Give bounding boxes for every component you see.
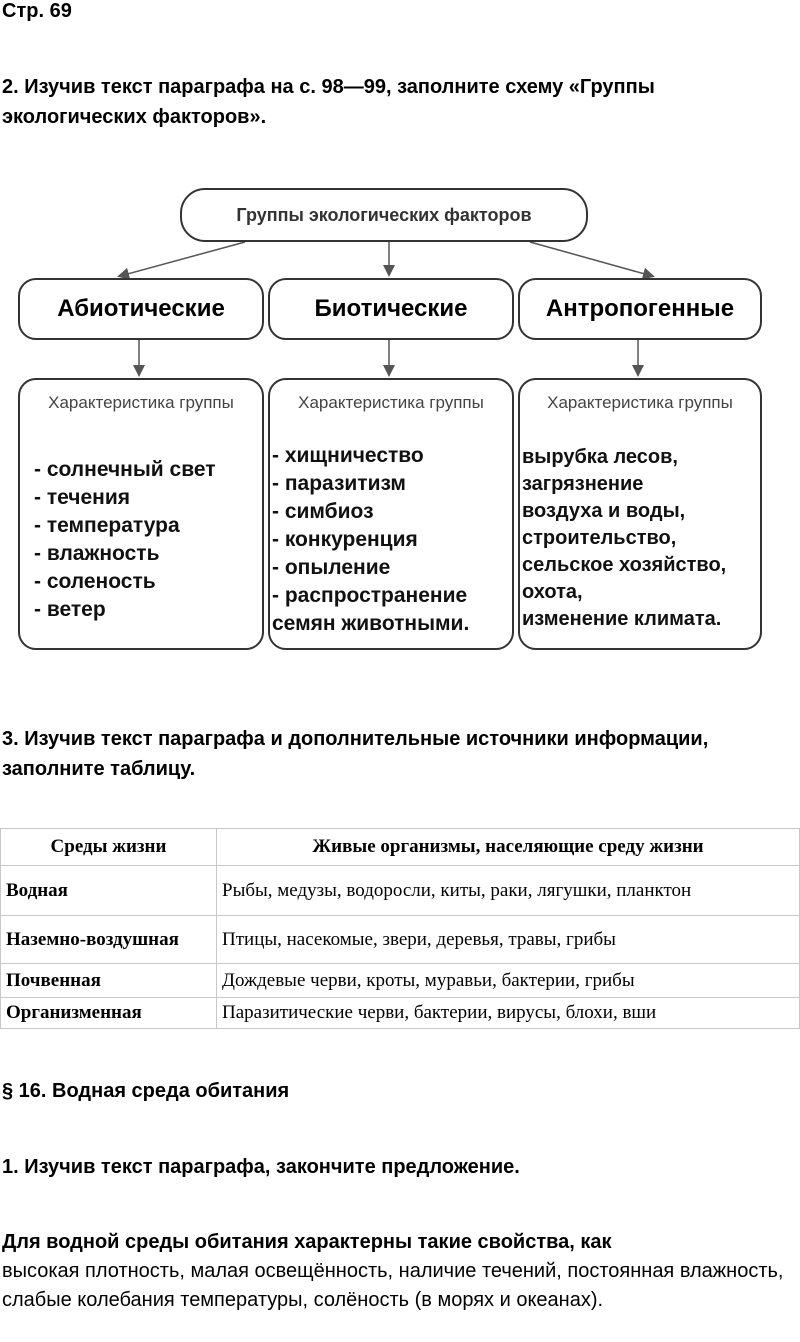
table-row [1, 964, 800, 998]
table-header-cell: Среды жизни [1, 829, 217, 866]
table-cell-organisms: Птицы, насекомые, звери, деревья, травы, грибы [217, 916, 800, 964]
group-box-biotic [268, 278, 514, 340]
char-label-biotic: Характеристика группы [298, 393, 484, 412]
list-item: воздуха и воды, [522, 500, 686, 522]
group-title-abiotic: Абиотические [57, 295, 225, 322]
answer-paragraph [2, 1228, 797, 1315]
group-title-biotic: Биотические [314, 295, 468, 322]
table-row [1, 916, 800, 964]
list-item: семян животными. [272, 612, 470, 635]
list-item: - температура [34, 514, 180, 537]
table-row [1, 998, 800, 1029]
list-item: - течения [34, 486, 130, 509]
table-cell-environment: Наземно-воздушная [1, 916, 217, 964]
list-item: - конкуренция [272, 528, 418, 551]
arrow-root-to-abiotic [120, 242, 245, 276]
root-label: Группы экологических факторов [236, 205, 532, 225]
arrow-root-to-anthropogenic [530, 242, 652, 276]
root-box [180, 188, 588, 242]
habitats-table [0, 828, 800, 1029]
table-header-cell: Живые организмы, населяющие среду жизни [217, 829, 800, 866]
table-cell-organisms: Паразитические черви, бактерии, вирусы, блохи, вши [217, 998, 800, 1029]
group-box-abiotic [18, 278, 264, 340]
list-item: - симбиоз [272, 500, 374, 523]
list-item: - хищничество [272, 444, 424, 467]
ecological-factors-diagram [0, 170, 800, 670]
list-item: изменение климата. [522, 608, 722, 630]
page-label: Стр. 69 [2, 0, 72, 22]
table-cell-organisms: Рыбы, медузы, водоросли, киты, раки, лягушки, планктон [217, 866, 800, 916]
table-cell-environment: Водная [1, 866, 217, 916]
list-item: вырубка лесов, [522, 446, 678, 468]
items-abiotic [34, 456, 260, 624]
list-item: - влажность [34, 542, 160, 565]
group-box-anthropogenic [518, 278, 762, 340]
section-title: § 16. Водная среда обитания [2, 1080, 290, 1102]
table-header-row [1, 829, 800, 866]
list-item: охота, [522, 581, 583, 603]
char-label-abiotic: Характеристика группы [48, 393, 234, 412]
list-item: - ветер [34, 598, 106, 621]
group-title-anthropogenic: Антропогенные [545, 295, 735, 322]
list-item: сельское хозяйство, [522, 554, 727, 576]
task-1-heading: 1. Изучив текст параграфа, закончите предложение. [2, 1156, 520, 1178]
char-box-anthropogenic [518, 378, 762, 650]
list-item: загрязнение [522, 473, 644, 495]
list-item: строительство, [522, 527, 677, 549]
list-item: - паразитизм [272, 472, 406, 495]
list-item: - распространение [272, 584, 468, 607]
table-cell-organisms: Дождевые черви, кроты, муравьи, бактерии, грибы [217, 964, 800, 998]
sentence-start: Для водной среды обитания характерны такие свойства, как [2, 1231, 612, 1253]
task-3-heading: 3. Изучив текст параграфа и дополнительные источники информации, заполните таблицу. [2, 728, 709, 780]
list-item: - опыление [272, 556, 391, 579]
list-item: - соленость [34, 570, 156, 593]
items-anthropogenic [522, 444, 760, 633]
char-box-abiotic [18, 378, 264, 650]
table-row [1, 866, 800, 916]
table-cell-environment: Почвенная [1, 964, 217, 998]
list-item: - солнечный свет [34, 458, 216, 481]
char-box-biotic [268, 378, 514, 650]
items-biotic [272, 442, 510, 638]
char-label-anthropogenic: Характеристика группы [547, 393, 733, 412]
table-cell-environment: Организменная [1, 998, 217, 1029]
sentence-answer: высокая плотность, малая освещённость, наличие течений, постоянная влажность, слабые колебания температуры, солёность (в морях и океанах). [2, 1260, 784, 1311]
task-2-heading: 2. Изучив текст параграфа на с. 98—99, заполните схему «Группы экологических факторов». [2, 76, 655, 128]
